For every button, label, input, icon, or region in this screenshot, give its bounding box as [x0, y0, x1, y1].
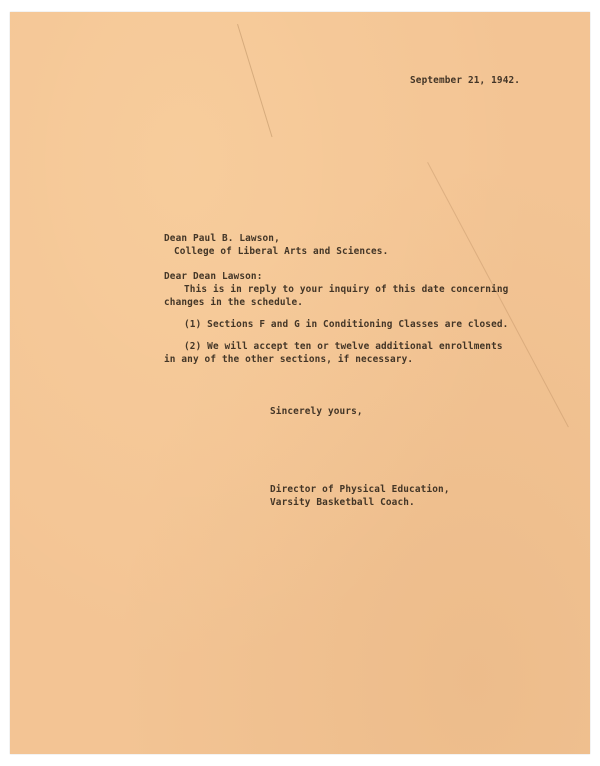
recipient-college: College of Liberal Arts and Sciences.: [174, 246, 389, 257]
paragraph-2-line-1: (1) Sections F and G in Conditioning Classes are closed.: [184, 319, 509, 330]
salutation: Dear Dean Lawson:: [164, 271, 263, 282]
paper-crease: [237, 24, 272, 137]
signature-title-1: Director of Physical Education,: [270, 484, 450, 495]
paragraph-3-line-2: in any of the other sections, if necessary.: [164, 354, 414, 365]
recipient-name: Dean Paul B. Lawson,: [164, 233, 280, 244]
paragraph-3-line-1: (2) We will accept ten or twelve additional enrollments: [184, 341, 503, 352]
letter-date: September 21, 1942.: [410, 75, 521, 86]
paragraph-1-line-2: changes in the schedule.: [164, 297, 304, 308]
signature-title-2: Varsity Basketball Coach.: [270, 497, 415, 508]
closing: Sincerely yours,: [270, 406, 363, 417]
letter-page: [10, 12, 590, 754]
paragraph-1-line-1: This is in reply to your inquiry of this date concerning: [184, 284, 509, 295]
